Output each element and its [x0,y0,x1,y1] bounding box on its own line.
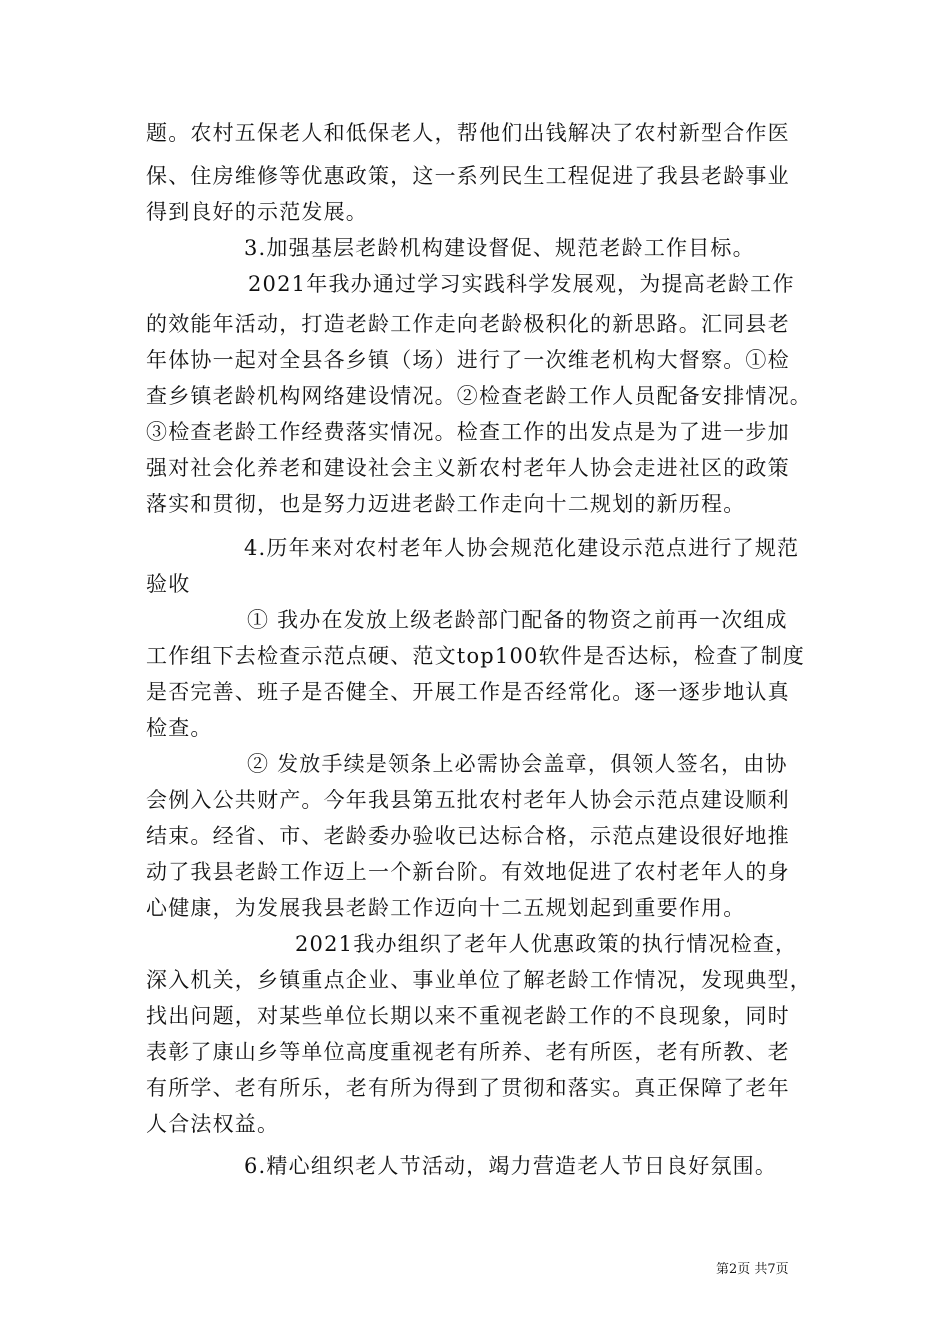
text-line: 保、住房维修等优惠政策，这一系列民生工程促进了我县老龄事业 [146,164,790,188]
text-line: 查乡镇老龄机构网络建设情况。②检查老龄工作人员配备安排情况。 [146,384,812,408]
text-line: 心健康，为发展我县老龄工作迈向十二五规划起到重要作用。 [146,896,746,920]
text-line: 表彰了康山乡等单位高度重视老有所养、老有所医，老有所教、老 [146,1040,790,1064]
text-line: 深入机关，乡镇重点企业、事业单位了解老龄工作情况，发现典型， [146,968,812,992]
section-heading: 3.加强基层老龄机构建设督促、规范老龄工作目标。 [244,236,755,260]
text-line: 2021我办组织了老年人优惠政策的执行情况检查， [295,932,798,956]
text-line: 年体协一起对全县各乡镇（场）进行了一次维老机构大督察。①检 [146,348,790,372]
text-line: 工作组下去检查示范点硬、范文top100软件是否达标，检查了制度 [146,644,806,668]
text-line: ③检查老龄工作经费落实情况。检查工作的出发点是为了进一步加 [146,420,790,444]
text-line: 的效能年活动，打造老龄工作走向老龄极积化的新思路。汇同县老 [146,312,790,336]
text-line: 动了我县老龄工作迈上一个新台阶。有效地促进了农村老年人的身 [146,860,790,884]
text-line: 找出问题，对某些单位长期以来不重视老龄工作的不良现象，同时 [146,1004,790,1028]
text-line: ① 我办在发放上级老龄部门配备的物资之前再一次组成 [247,608,788,632]
text-line: 验收 [146,572,191,596]
text-line: 结束。经省、市、老龄委办验收已达标合格，示范点建设很好地推 [146,824,790,848]
text-line: 有所学、老有所乐，老有所为得到了贯彻和落实。真正保障了老年 [146,1076,790,1100]
text-line: 人合法权益。 [146,1112,280,1136]
text-line: 得到良好的示范发展。 [146,200,368,224]
section-heading: 6.精心组织老人节活动，竭力营造老人节日良好氛围。 [244,1154,778,1178]
text-line: 题。农村五保老人和低保老人，帮他们出钱解决了农村新型合作医 [146,121,790,145]
text-line: 2021年我办通过学习实践科学发展观，为提高老龄工作 [248,272,795,296]
text-line: ② 发放手续是领条上必需协会盖章，俱领人签名，由协 [247,752,788,776]
text-line: 强对社会化养老和建设社会主义新农村老年人协会走进社区的政策 [146,456,790,480]
text-line: 是否完善、班子是否健全、开展工作是否经常化。逐一逐步地认真 [146,680,790,704]
text-line: 会例入公共财产。今年我县第五批农村老年人协会示范点建设顺利 [146,788,790,812]
page-number-footer: 第2页 共7页 [716,1262,789,1277]
section-heading: 4.历年来对农村老年人协会规范化建设示范点进行了规范 [244,536,800,560]
text-line: 检查。 [146,716,213,740]
text-line: 落实和贯彻，也是努力迈进老龄工作走向十二规划的新历程。 [146,492,746,516]
